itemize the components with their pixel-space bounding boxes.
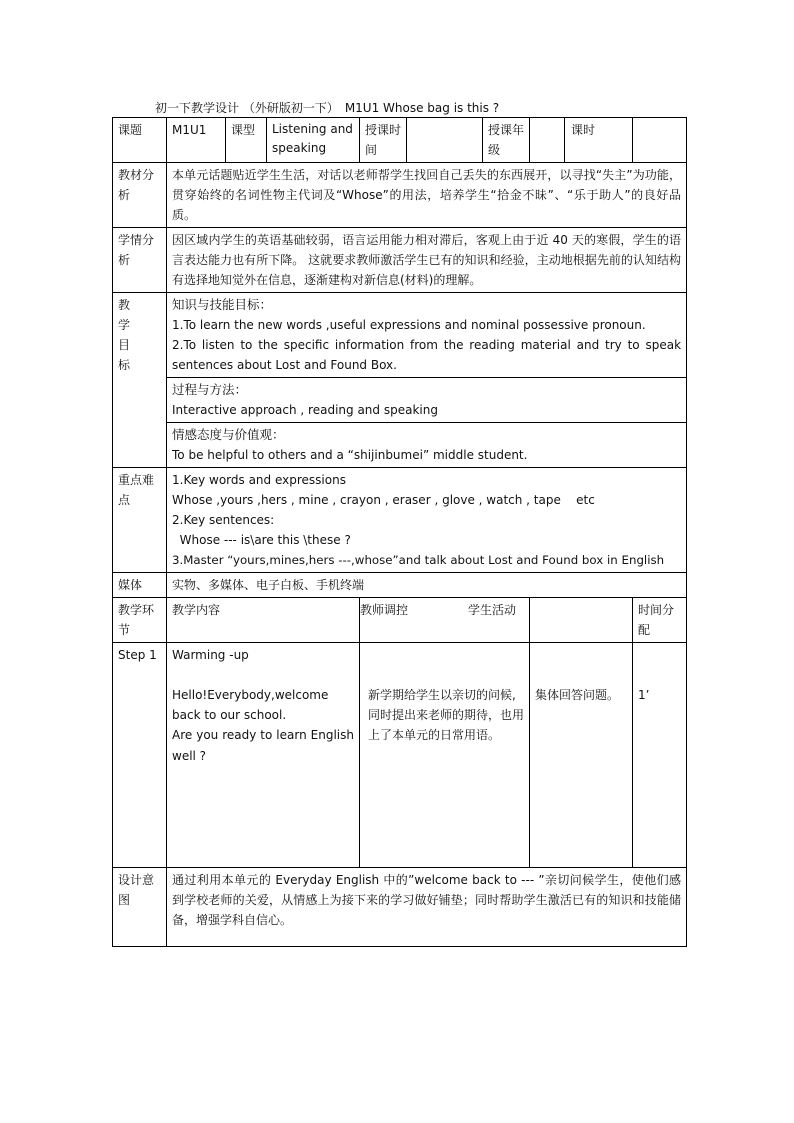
objectives-label — [113, 293, 167, 468]
hours-label: 课时 — [565, 118, 633, 163]
emotion-cell — [167, 423, 687, 468]
student-header: 学生活动 — [530, 598, 633, 643]
key-points-line: 2.Key sentences: — [172, 513, 275, 527]
step-1-content-line: back to our school. — [172, 708, 287, 722]
step-1-content-line: Are you ready to learn English well ? — [172, 728, 354, 763]
time-header: 时间分配 — [633, 598, 687, 643]
textbook-label: 教材分析 — [113, 163, 167, 228]
lesson-type-label: 课型 — [226, 118, 267, 163]
grade-value — [530, 118, 565, 163]
design-label: 设计意图 — [113, 868, 167, 947]
process-text: Interactive approach , reading and speaking — [172, 403, 438, 417]
content-header: 教学内容 — [167, 598, 360, 643]
step-1-content — [167, 643, 360, 868]
textbook-text: 本单元话题贴近学生生活，对话以老师帮学生找回自己丢失的东西展开，以寻找“失主”为功能，贯穿始终的名词性物主代词及“Whose”的用法，培养学生“拾金不昧”、“乐于助人”的良好品质。 — [167, 163, 687, 228]
process-title: 过程与方法： — [172, 382, 248, 397]
process-cell — [167, 378, 687, 423]
key-points-line: Whose ,yours ,hers , mine , crayon , eraser , glove , watch , tape etc — [172, 493, 595, 507]
step-1-row — [113, 643, 687, 868]
media-label: 媒体 — [113, 573, 167, 598]
grade-label: 授课年级 — [483, 118, 530, 163]
knowledge-item-1: 1.To learn the new words ,useful expressions and nominal possessive pronoun. — [172, 318, 646, 332]
objectives-label-char: 学 — [118, 318, 131, 332]
key-points-line: 1.Key words and expressions — [172, 473, 346, 487]
objectives-knowledge-row — [113, 293, 687, 378]
key-points-label: 重点难点 — [113, 468, 167, 573]
stage-header: 教学环节 — [113, 598, 167, 643]
step-1-time: 1’ — [633, 643, 687, 868]
objectives-process-row — [113, 378, 687, 423]
key-points-line: 3.Master “yours,mines,hers ---,whose”and talk about Lost and Found box in English — [172, 553, 665, 567]
step-1-content-title: Warming -up — [172, 648, 249, 662]
process-header-row — [113, 598, 687, 643]
objectives-emotion-row — [113, 423, 687, 468]
knowledge-title: 知识与技能目标： — [172, 297, 273, 312]
objectives-label-char: 目 — [118, 338, 131, 352]
media-text: 实物、多媒体、电子白板、手机终端 — [167, 573, 687, 598]
learners-text: 因区域内学生的英语基础较弱，语言运用能力相对滞后，客观上由于近 40 天的寒假，学生的语言表达能力也有所下降。 这就要求教师激活学生已有的知识和经验，主动地根据先前的认知结构有选择地知觉外在信息，逐渐建构对新信息(材料)的理解。 — [167, 228, 687, 293]
design-text: 通过利用本单元的 Everyday English 中的”welcome back to --- ”亲切问候学生，使他们感到学校老师的关爱，从情感上为接下来的学习做好铺垫；同时帮助学生激活已有的知识和技能储备，增强学科自信心。 — [167, 868, 687, 947]
media-row — [113, 573, 687, 598]
step-1-teacher: 新学期给学生以亲切的问候,同时提出来老师的期待，也用上了本单元的日常用语。 — [360, 643, 530, 868]
knowledge-item-2: 2.To listen to the specific information from the reading material and try to speak sentences about Lost and Found Box. — [172, 338, 682, 372]
objectives-label-char: 教 — [118, 298, 131, 312]
textbook-row — [113, 163, 687, 228]
topic-value: M1U1 — [167, 118, 226, 163]
design-row — [113, 868, 687, 947]
lesson-type-value: Listening and speaking — [267, 118, 360, 163]
step-1-label: Step 1 — [113, 643, 167, 868]
teacher-header: 教师调控 — [360, 598, 530, 643]
key-points-cell — [167, 468, 687, 573]
lesson-plan-table — [112, 117, 687, 947]
topic-label: 课题 — [113, 118, 167, 163]
topic-row — [113, 118, 687, 163]
learners-label: 学情分析 — [113, 228, 167, 293]
emotion-text: To be helpful to others and a “shijinbumei” middle student. — [172, 448, 528, 462]
learners-row — [113, 228, 687, 293]
time-label: 授课时间 — [360, 118, 407, 163]
page-title: 初一下教学设计 （外研版初一下） M1U1 Whose bag is this ? — [155, 101, 500, 115]
step-1-content-line: Hello!Everybody,welcome — [172, 688, 329, 702]
objectives-label-char: 标 — [118, 358, 131, 372]
step-1-student: 集体回答问题。 — [530, 643, 633, 868]
emotion-title: 情感态度与价值观： — [172, 427, 285, 442]
key-points-line: Whose --- is\are this \these ? — [172, 533, 351, 547]
time-value — [407, 118, 483, 163]
key-points-row — [113, 468, 687, 573]
hours-value — [633, 118, 687, 163]
knowledge-cell — [167, 293, 687, 378]
